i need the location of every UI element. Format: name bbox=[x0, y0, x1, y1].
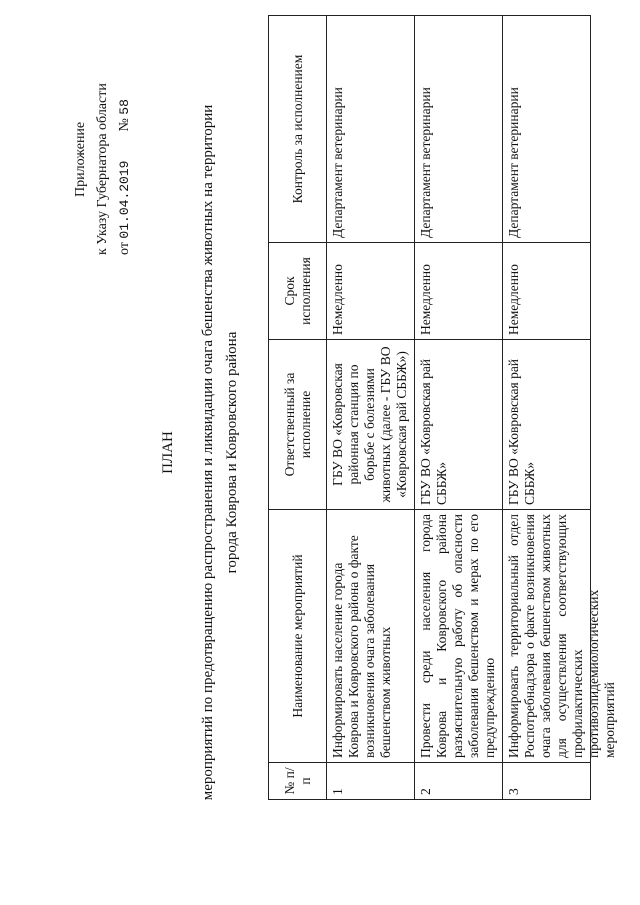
row-responsible: ГБУ ВО «Ковровская рай СББЖ» bbox=[503, 340, 591, 510]
plan-heading: ПЛАН bbox=[160, 431, 176, 474]
column-header-number: № п/п bbox=[269, 763, 327, 800]
decree-reference: к Указу Губернатора области bbox=[95, 83, 110, 255]
appendix-label: Приложение bbox=[73, 121, 88, 197]
row-activity-cell bbox=[503, 510, 617, 763]
row-deadline: Немедленно bbox=[415, 243, 503, 340]
row-control: Департамент ветеринарии bbox=[415, 16, 503, 243]
plan-subtitle-line2: города Коврова и Ковровского района bbox=[224, 331, 240, 574]
decree-date-line bbox=[114, 20, 136, 255]
row-deadline: Немедленно bbox=[503, 243, 591, 340]
column-header-control: Контроль за исполнением bbox=[269, 16, 327, 243]
row-activity: Информировать население города Коврова и Ковровского района о факте возникновения очага заболевания бешенством животных bbox=[327, 510, 415, 763]
decree-number: 58 bbox=[117, 99, 132, 115]
appendix-header bbox=[70, 20, 136, 255]
plan-table bbox=[268, 15, 617, 800]
table-row bbox=[327, 16, 415, 800]
column-header-responsible: Ответственный за исполнение bbox=[269, 340, 327, 510]
column-header-activity: Наименование мероприятий bbox=[269, 510, 327, 763]
row-activity: Информировать территориальный отдел Роспотребнадзора о факте возникновения очага заболевания бешенством животных для осуществления соответствующих профилактических противоэпидемиологических мероприятий bbox=[506, 514, 617, 758]
plan-subtitle-line1: мероприятий по предотвращению распространения и ликвидации очага бешенства животных на территории bbox=[200, 104, 216, 801]
number-prefix: № bbox=[117, 118, 132, 132]
table-row bbox=[503, 16, 591, 800]
date-prefix: от bbox=[117, 242, 132, 255]
row-number: 2 bbox=[415, 763, 503, 800]
decree-date: 01.04.2019 bbox=[117, 160, 132, 239]
row-number: 3 bbox=[503, 763, 591, 800]
column-header-deadline: Срок исполнения bbox=[269, 243, 327, 340]
row-number: 1 bbox=[327, 763, 415, 800]
row-control: Департамент ветеринарии bbox=[327, 16, 415, 243]
row-deadline: Немедленно bbox=[327, 243, 415, 340]
row-responsible: ГБУ ВО «Ковровская районная станция по борьбе с болезнями животных (далее - ГБУ ВО «Ковровская рай СББЖ») bbox=[327, 340, 415, 510]
row-control: Департамент ветеринарии bbox=[503, 16, 591, 243]
table-row bbox=[415, 16, 503, 800]
row-responsible: ГБУ ВО «Ковровская рай СББЖ» bbox=[415, 340, 503, 510]
table-header-row bbox=[269, 16, 327, 800]
row-activity: Провести среди населения города Коврова и Ковровского района разъяснительную работу об опасности заболевания бешенством и мерах по его предупреждению bbox=[415, 510, 503, 763]
